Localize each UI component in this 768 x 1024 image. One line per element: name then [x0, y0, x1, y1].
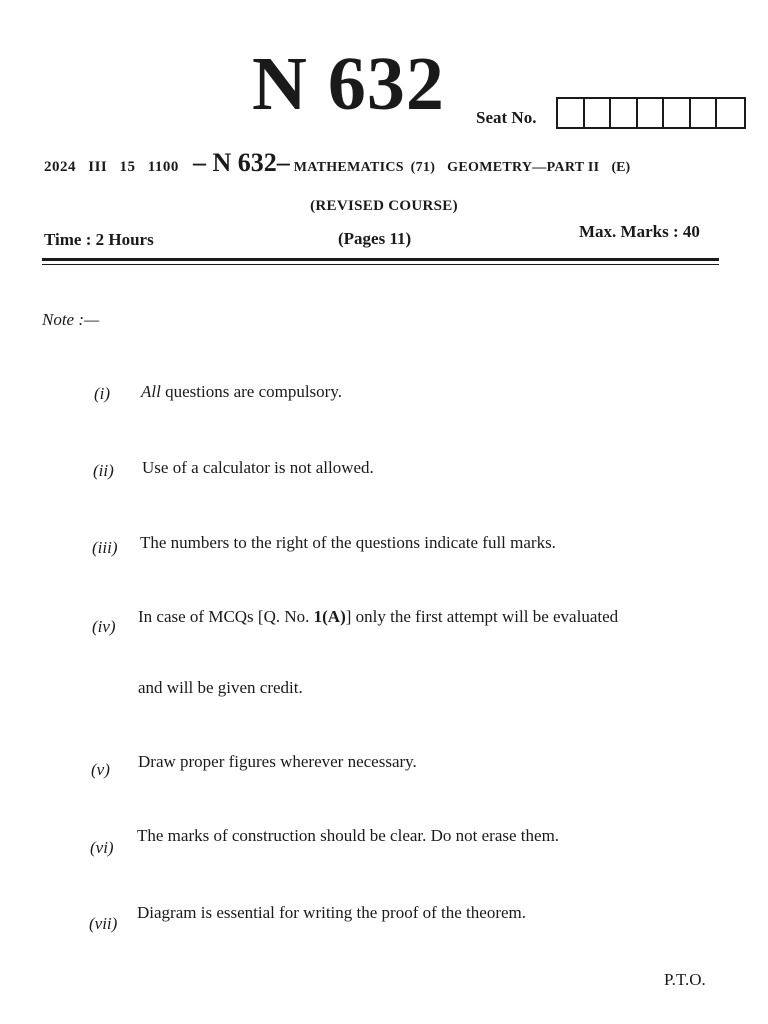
header-divider [42, 258, 719, 261]
note-text-continued: and will be given credit. [138, 678, 303, 697]
note-number: (vii) [89, 914, 118, 933]
seat-number-label: Seat No. [476, 108, 537, 127]
seat-digit-box[interactable] [585, 99, 612, 127]
note-text: Use of a calculator is not allowed. [142, 458, 374, 477]
paper-code: N 632 [252, 42, 445, 126]
note-text: In case of MCQs [Q. No. 1(A)] only the first attempt will be evaluated [138, 607, 619, 626]
note-text: All questions are compulsory. [141, 382, 342, 401]
seat-digit-box[interactable] [611, 99, 638, 127]
max-marks: Max. Marks : 40 [579, 222, 700, 241]
note-text: Draw proper figures wherever necessary. [138, 752, 417, 771]
exam-date-code: 2024 III 15 1100 [44, 159, 179, 175]
exam-code-line [44, 148, 724, 178]
seat-digit-box[interactable] [638, 99, 665, 127]
exam-paper: GEOMETRY—PART II [447, 160, 600, 175]
exam-subject: MATHEMATICS (71) [293, 160, 436, 175]
page-turn-over: P.T.O. [664, 970, 706, 989]
note-number: (vi) [90, 838, 114, 857]
course-type: (REVISED COURSE) [310, 198, 458, 214]
note-number: (i) [94, 384, 111, 403]
header-divider-thin [42, 264, 719, 265]
seat-digit-box[interactable] [691, 99, 718, 127]
seat-digit-box[interactable] [558, 99, 585, 127]
seat-number-boxes[interactable] [556, 97, 746, 129]
note-number: (iv) [92, 617, 116, 636]
note-number: (iii) [92, 538, 118, 557]
note-number: (v) [91, 760, 110, 779]
seat-digit-box[interactable] [717, 99, 744, 127]
page-count: (Pages 11) [338, 229, 412, 248]
exam-time: Time : 2 Hours [44, 230, 154, 249]
exam-mid-code: – N 632– [192, 148, 290, 177]
exam-language: (E) [611, 160, 631, 175]
note-text: The marks of construction should be clear. Do not erase them. [137, 826, 560, 845]
note-text: Diagram is essential for writing the proof of the theorem. [137, 903, 526, 922]
note-text: The numbers to the right of the questions indicate full marks. [140, 533, 556, 552]
note-label: Note :— [42, 310, 100, 329]
seat-digit-box[interactable] [664, 99, 691, 127]
note-number: (ii) [93, 461, 114, 480]
